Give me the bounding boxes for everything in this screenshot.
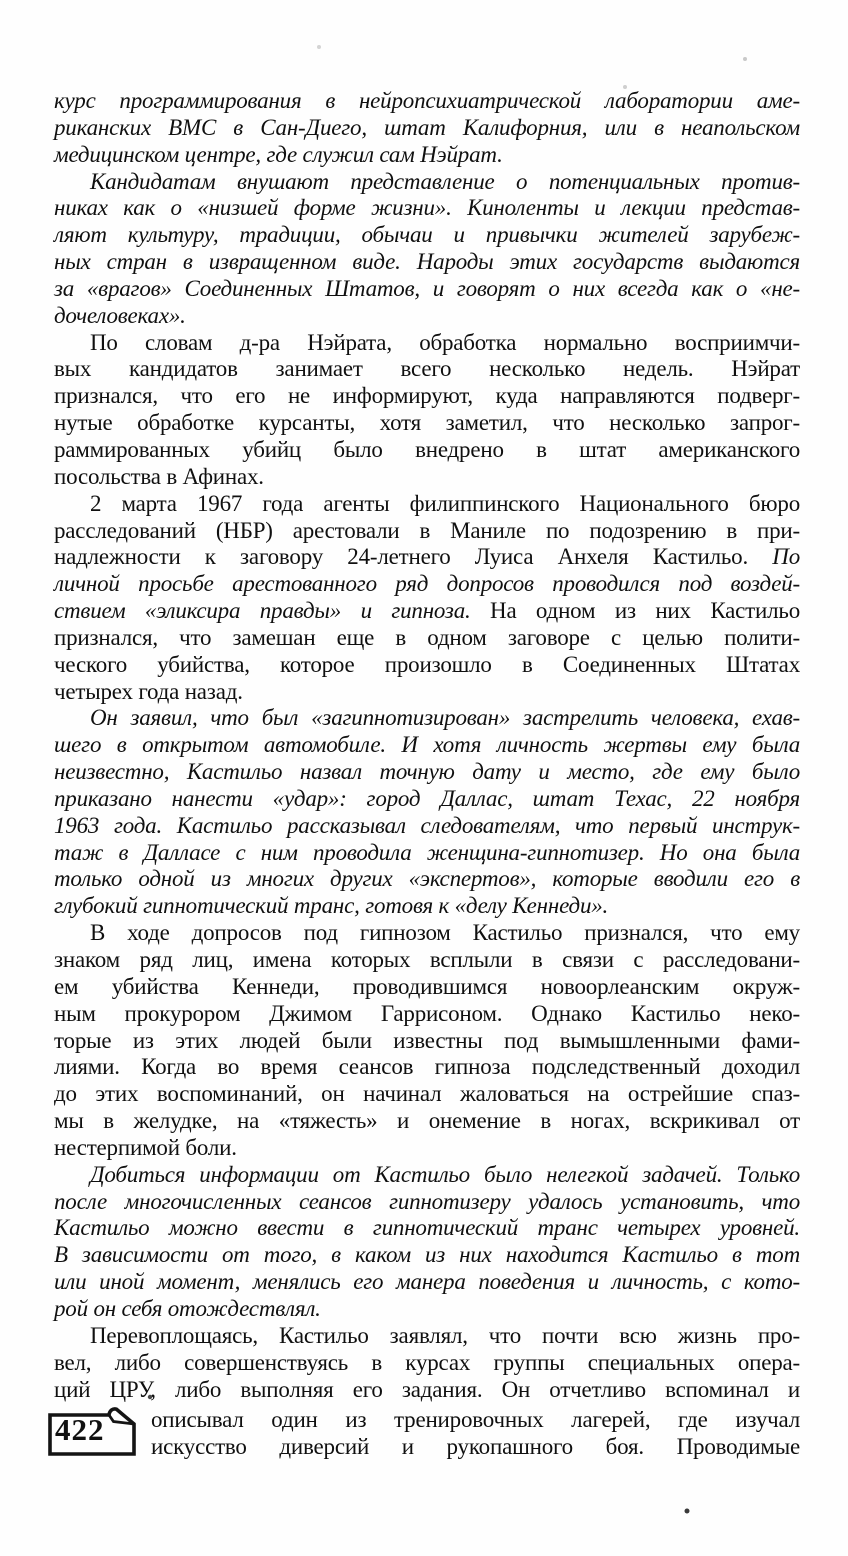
- text-line: [54, 1162, 800, 1189]
- text-line: [54, 759, 800, 786]
- text-line: [54, 786, 800, 813]
- text-line: [54, 1135, 800, 1162]
- text-segment: после многочисленных сеансов гипнотизеру удалось установить, что: [54, 1188, 800, 1214]
- text-line: [54, 813, 800, 840]
- text-line: [54, 679, 800, 706]
- text-line: [54, 1350, 800, 1377]
- text-segment: Кастильо можно ввести в гипнотический транс четырех уровней.: [54, 1215, 800, 1241]
- text-line: [54, 88, 800, 115]
- text-segment: неизвестно, Кастильо назвал точную дату и место, где ему было: [54, 759, 800, 785]
- text-segment: четырех года назад.: [54, 678, 243, 704]
- text-line: [54, 893, 800, 920]
- text-segment: торые из этих людей были известны под вымышленными фами-: [54, 1027, 800, 1053]
- text-line: [54, 303, 800, 330]
- text-line: [54, 1189, 800, 1216]
- text-segment: признался, что его не информируют, куда направляются подверг-: [54, 383, 800, 409]
- text-segment: На одном из них Кастильо: [470, 598, 800, 624]
- text-segment: риканских ВМС в Сан-Диего, штат Калифорния, или в неапольском: [54, 114, 800, 140]
- text-segment: раммированных убийц было внедрено в штат американского: [54, 436, 800, 462]
- text-block: [54, 88, 800, 1403]
- text-segment: рой он себя отождествлял.: [54, 1295, 321, 1321]
- text-line: [54, 974, 800, 1001]
- page-number: 422: [55, 1412, 105, 1447]
- text-line: [54, 920, 800, 947]
- text-segment: медицинском центре, где служил сам Нэйрат.: [54, 141, 503, 167]
- text-line: [54, 571, 800, 598]
- scan-noise: [0, 0, 2, 2]
- text-line: [54, 383, 800, 410]
- text-line: [54, 866, 800, 893]
- text-line: [54, 1215, 800, 1242]
- text-segment: По: [772, 544, 800, 570]
- text-segment: глубокий гипнотический транс, готовя к «делу Кеннеди».: [54, 893, 609, 919]
- text-segment: нутые обработке курсанты, хотя заметил, что несколько запрог-: [54, 410, 800, 436]
- text-segment: расследований (НБР) арестовали в Маниле по подозрению в при-: [54, 517, 800, 543]
- text-segment: таж в Далласе с ним проводила женщина-гипнотизер. Но она была: [54, 839, 800, 865]
- text-line: [54, 625, 800, 652]
- text-segment: ческого убийства, которое произошло в Соединенных Штатах: [54, 651, 800, 677]
- text-segment: Добиться информации от Кастильо было нелегкой задачей. Только: [90, 1161, 800, 1187]
- text-segment: дочеловеках».: [54, 302, 186, 328]
- text-segment: Перевоплощаясь, Кастильо заявлял, что почти всю жизнь про-: [90, 1322, 800, 1348]
- text-line: [54, 195, 800, 222]
- text-line: [54, 464, 800, 491]
- text-line: [54, 330, 800, 357]
- text-segment: описывал один из тренировочных лагерей, где изучал: [151, 1407, 800, 1432]
- text-segment: 1963 года. Кастильо рассказывал следователям, что первый инструк-: [54, 812, 800, 838]
- text-line: [54, 491, 800, 518]
- text-segment: Кандидатам внушают представление о потенциальных против-: [90, 168, 800, 194]
- text-segment: В ходе допросов под гипнозом Кастильо признался, что ему: [90, 920, 800, 946]
- text-segment: нестерпимой боли.: [54, 1134, 237, 1160]
- text-segment: Он заявил, что был «загипнотизирован» застрелить человека, ехав-: [90, 705, 800, 731]
- text-line: [54, 732, 800, 759]
- text-segment: курс программирования в нейропсихиатрической лаборатории аме-: [54, 88, 800, 113]
- text-segment: ных стран в извращенном виде. Народы этих государств выдаются: [54, 249, 800, 275]
- text-line: [54, 598, 800, 625]
- text-segment: ным прокурором Джимом Гаррисоном. Однако Кастильо неко-: [54, 1000, 800, 1026]
- text-segment: шего в открытом автомобиле. И хотя личность жертвы ему была: [54, 732, 800, 758]
- text-line: [54, 1269, 800, 1296]
- page-number-badge: [46, 1406, 138, 1458]
- text-segment: за «врагов» Соединенных Штатов, и говорят о них всегда как о «не-: [54, 275, 800, 301]
- text-segment: искусство диверсий и рукопашного боя. Проводимые: [151, 1433, 800, 1459]
- text-segment: признался, что замешан еще в одном заговоре с целью полити-: [54, 624, 800, 650]
- text-segment: знаком ряд лиц, имена которых всплыли в связи с расследовани-: [54, 947, 800, 972]
- text-segment: или иной момент, менялись его манера поведения и личность, с кото-: [54, 1269, 800, 1295]
- text-line: [54, 222, 800, 249]
- text-segment: до этих воспоминаний, он начинал жаловаться на острейшие спаз-: [54, 1081, 800, 1107]
- text-line: [54, 1028, 800, 1055]
- text-segment: никах как о «низшей форме жизни». Киноленты и лекции представ-: [54, 195, 800, 221]
- text-segment: вел, либо совершенствуясь в курсах группы специальных опера-: [54, 1349, 800, 1375]
- footer-row: [46, 1406, 800, 1461]
- text-line: [54, 1377, 800, 1404]
- text-line: [54, 356, 800, 383]
- text-line: [54, 1242, 800, 1269]
- text-segment: только одной из многих других «экспертов», которые вводили его в: [54, 866, 800, 892]
- text-line: [54, 544, 800, 571]
- text-line: [54, 410, 800, 437]
- text-line: [54, 1323, 800, 1350]
- text-line: [151, 1434, 800, 1461]
- text-line: [54, 115, 800, 142]
- text-line: [54, 705, 800, 732]
- text-line: [54, 437, 800, 464]
- text-line: [54, 1296, 800, 1323]
- text-line: [54, 276, 800, 303]
- text-line: [54, 142, 800, 169]
- text-segment: В зависимости от того, в каком из них находится Кастильо в тот: [54, 1242, 800, 1268]
- text-line: [54, 1081, 800, 1108]
- text-segment: вых кандидатов занимает всего несколько недель. Нэйрат: [54, 356, 800, 382]
- text-segment: ляют культуру, традиции, обычаи и привычки жителей зарубеж-: [54, 222, 800, 248]
- text-line: [54, 652, 800, 679]
- text-line: [151, 1407, 800, 1434]
- text-line: [54, 169, 800, 196]
- text-segment: ствием «эликсира правды» и гипноза.: [54, 598, 471, 624]
- text-line: [54, 1001, 800, 1028]
- text-line: [54, 249, 800, 276]
- text-segment: личной просьбе арестованного ряд допросов проводился под воздей-: [54, 571, 800, 597]
- text-line: [54, 947, 800, 974]
- text-line: [54, 518, 800, 545]
- text-segment: приказано нанести «удар»: город Даллас, штат Техас, 22 ноября: [54, 785, 800, 811]
- text-segment: надлежности к заговору 24-летнего Луиса Анхеля Кастильо.: [54, 544, 773, 570]
- text-segment: лиями. Когда во время сеансов гипноза подследственный доходил: [54, 1054, 800, 1080]
- text-segment: ем убийства Кеннеди, проводившимся новоорлеанским окруж-: [54, 973, 800, 999]
- text-segment: посольства в Афинах.: [54, 463, 264, 489]
- footer-lines: [151, 1406, 800, 1461]
- text-line: [54, 1054, 800, 1081]
- text-segment: 2 марта 1967 года агенты филиппинского Национального бюро: [90, 490, 800, 516]
- text-line: [54, 840, 800, 867]
- text-segment: мы в желудке, на «тяжесть» и онемение в ногах, вскрикивал от: [54, 1108, 800, 1134]
- text-line: [54, 1108, 800, 1135]
- text-segment: ций ЦРУ, либо выполняя его задания. Он отчетливо вспоминал и: [54, 1376, 800, 1402]
- text-segment: По словам д-ра Нэйрата, обработка нормально восприимчи-: [90, 329, 800, 355]
